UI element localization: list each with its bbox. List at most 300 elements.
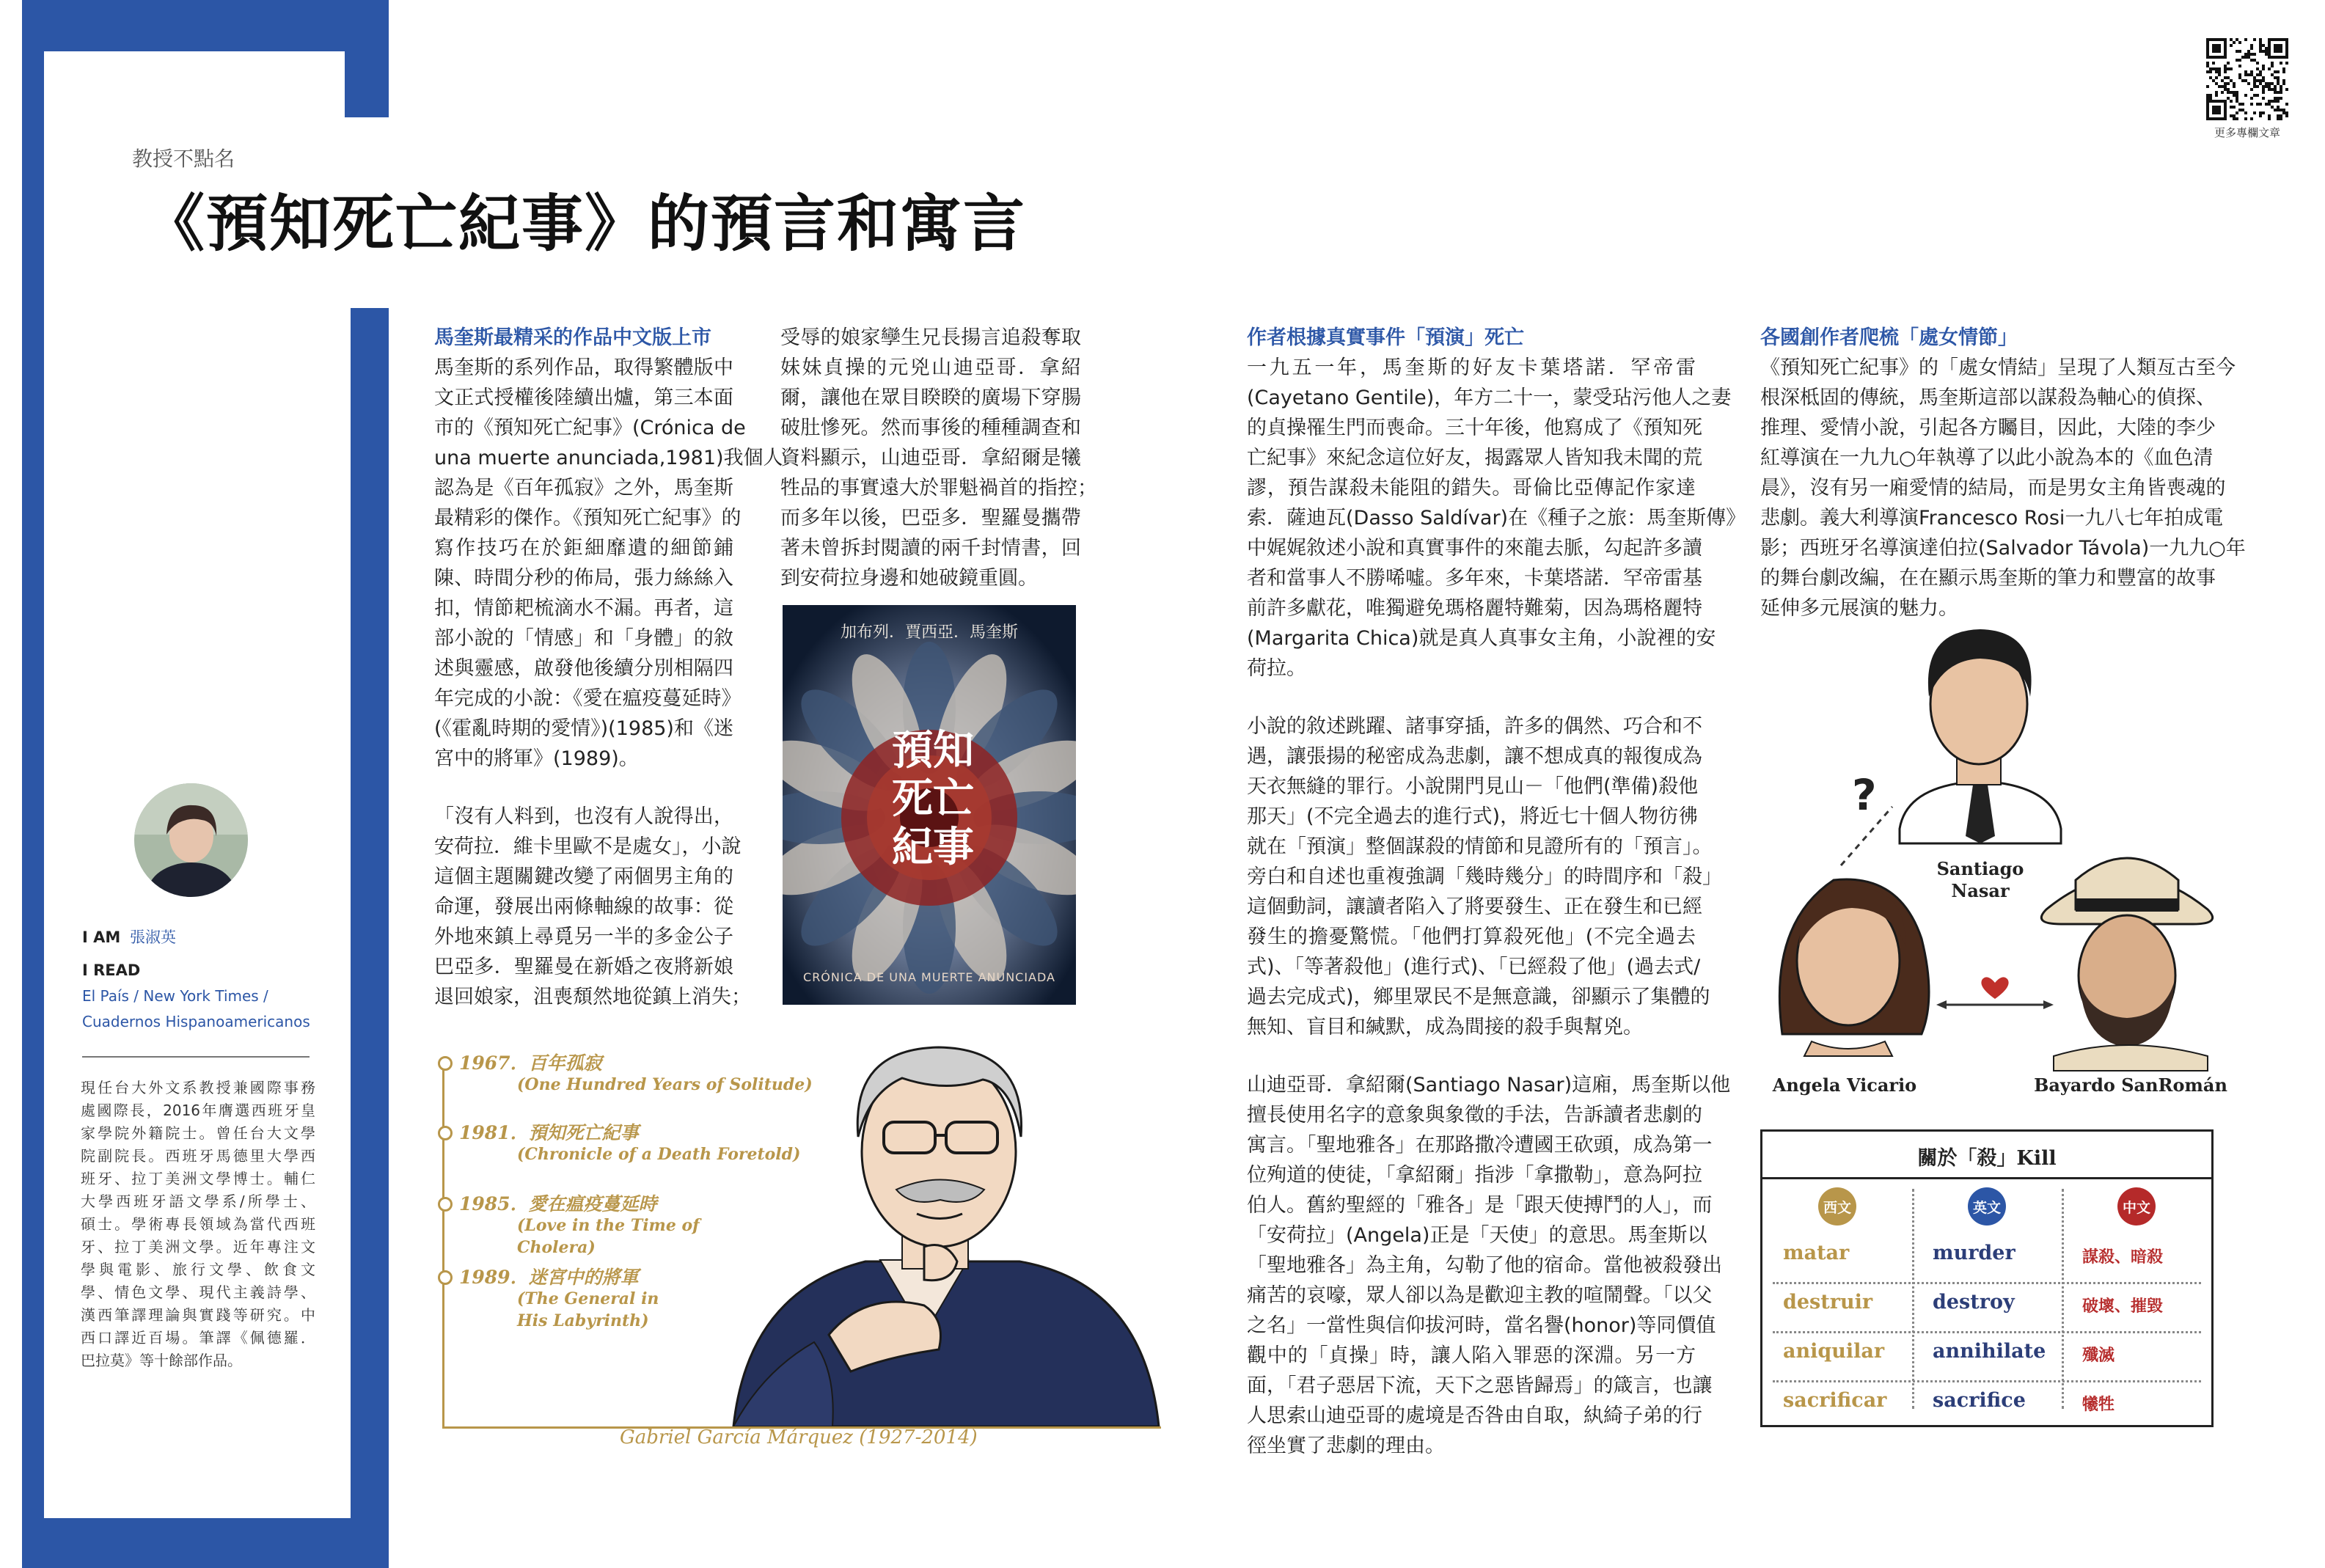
text-line: 位殉道的使徒，「拿紹爾」指涉「拿撒勒」，意為阿拉 xyxy=(1247,1164,1702,1187)
qr-module xyxy=(2259,114,2262,117)
qr-module xyxy=(2227,97,2230,100)
qr-module xyxy=(2280,85,2282,88)
kill-table-cell: destroy xyxy=(1933,1291,2015,1314)
text-line: 悲劇。義大利導演Francesco Rosi一九八七年拍成電 xyxy=(1760,507,2224,530)
page-title: 《預知死亡紀事》的預言和寓言 xyxy=(143,188,1027,260)
qr-module xyxy=(2215,94,2218,97)
i-am-line xyxy=(82,926,176,948)
qr-module xyxy=(2274,91,2277,94)
qr-module xyxy=(2256,94,2259,97)
column-3 xyxy=(1247,323,1746,1461)
kill-table-cell: annihilate xyxy=(1933,1340,2046,1363)
qr-module xyxy=(2236,117,2238,120)
santiago-label xyxy=(1918,858,2043,902)
qr-module xyxy=(2247,73,2250,76)
text-line: 外地來鎮上尋覓另一半的多金公子 xyxy=(434,926,733,948)
qr-module xyxy=(2236,100,2238,103)
text-line: 「安荷拉」(Angela)正是「天使」的意思。馬奎斯以 xyxy=(1247,1224,1707,1247)
qr-module xyxy=(2253,79,2256,82)
qr-module xyxy=(2250,44,2253,47)
text-line: 擅長使用名字的意象與象徵的手法，告訴讀者悲劇的 xyxy=(1247,1104,1702,1126)
qr-module xyxy=(2250,53,2253,56)
kill-table xyxy=(1760,1129,2214,1427)
col3-paragraph-3 xyxy=(1247,1070,1731,1461)
timeline-dot xyxy=(438,1197,453,1212)
kill-table-cell: matar xyxy=(1783,1242,1850,1264)
qr-module xyxy=(2274,109,2277,111)
kill-table-cell: sacrificar xyxy=(1783,1389,1887,1412)
i-read-line1: El País / New York Times / xyxy=(82,987,268,1005)
text-line: 文正式授權後陸續出爐，第三本面 xyxy=(434,386,733,409)
qr-module xyxy=(2259,38,2262,41)
col1-paragraph-2 xyxy=(434,802,751,1012)
timeline-dot xyxy=(438,1270,453,1285)
qr-module xyxy=(2259,70,2262,73)
column-4 xyxy=(1760,323,2246,623)
text-line: 荷拉。 xyxy=(1247,657,1306,680)
qr-code-graphic xyxy=(2206,38,2288,120)
text-line: 宮中的將軍》(1989)。 xyxy=(434,747,639,770)
bottom-bar xyxy=(22,1518,389,1568)
qr-module xyxy=(2209,76,2212,79)
book-cover-author: 加布列．賈西亞．馬奎斯 xyxy=(840,623,1018,642)
qr-module xyxy=(2209,67,2212,70)
qr-module xyxy=(2280,117,2282,120)
text-line: 這個主題關鍵改變了兩個男主角的 xyxy=(434,865,733,888)
bio-line: 碩士。學術專長領域為當代西班 xyxy=(81,1215,315,1233)
timeline-english: Cholera) xyxy=(517,1238,596,1257)
qr-module xyxy=(2277,97,2280,100)
qr-module xyxy=(2282,70,2285,73)
timeline-english: (One Hundred Years of Solitude) xyxy=(517,1075,813,1094)
text-line: 退回娘家，沮喪頹然地從鎮上消失； xyxy=(434,986,751,1008)
text-line: 牲品的事實遠大於罪魁禍首的指控； xyxy=(780,477,1097,499)
text-line: 最精彩的傑作。《預知死亡紀事》的 xyxy=(434,507,742,530)
qr-module xyxy=(2282,67,2285,70)
qr-module xyxy=(2236,91,2238,94)
text-line: 受辱的娘家孿生兄長揚言追殺奪取 xyxy=(780,326,1081,349)
qr-module xyxy=(2265,47,2268,50)
timeline-year: 1985．愛在瘟疫蔓延時 xyxy=(459,1193,657,1215)
qr-module xyxy=(2244,117,2247,120)
qr-module xyxy=(2236,94,2238,97)
text-line: 者和當事人不勝唏噓。多年來，卡葉塔諾．罕帝雷基 xyxy=(1247,567,1702,590)
qr-module xyxy=(2268,100,2271,103)
qr-module xyxy=(2224,82,2227,85)
kill-table-header-badge: 英文 xyxy=(1968,1187,2006,1226)
qr-module xyxy=(2265,82,2268,85)
kill-table-divider xyxy=(2062,1189,2064,1409)
marquez-illustration xyxy=(704,1027,1166,1426)
santiago-label-line-1: Santiago xyxy=(1936,858,2024,879)
text-line: 前許多獻花，唯獨避免瑪格麗特難菊，因為瑪格麗特 xyxy=(1247,597,1702,620)
text-line: 根深柢固的傳統，馬奎斯這部以謀殺為軸心的偵探、 xyxy=(1760,386,2216,409)
kicker: 教授不點名 xyxy=(132,147,235,171)
qr-module xyxy=(2282,79,2285,82)
qr-module xyxy=(2262,79,2265,82)
qr-module xyxy=(2230,67,2233,70)
timeline-year: 1989．迷宮中的將軍 xyxy=(459,1267,639,1288)
author-bio xyxy=(81,1077,315,1372)
section-title-3: 作者根據真實事件「預演」死亡 xyxy=(1247,326,1524,349)
qr-module xyxy=(2230,106,2233,109)
qr-module xyxy=(2285,103,2288,106)
qr-module xyxy=(2233,106,2236,109)
qr-module xyxy=(2282,111,2285,114)
qr-module xyxy=(2233,91,2236,94)
qr-module xyxy=(2262,88,2265,91)
qr-module xyxy=(2285,88,2288,91)
qr-module xyxy=(2238,59,2241,62)
text-line: 遇，讓張揚的秘密成為悲劇，讓不想成真的報復成為 xyxy=(1247,745,1702,768)
timeline-year: 1967．百年孤寂 xyxy=(459,1052,602,1074)
qr-module xyxy=(2230,79,2233,82)
qr-module xyxy=(2230,44,2233,47)
qr-module xyxy=(2268,88,2271,91)
qr-module xyxy=(2238,50,2241,53)
qr-caption: 更多專欄文章 xyxy=(2214,126,2280,139)
qr-module xyxy=(2274,85,2277,88)
qr-module xyxy=(2262,97,2265,100)
qr-module xyxy=(2274,88,2277,91)
qr-module xyxy=(2280,114,2282,117)
qr-module xyxy=(2268,117,2271,120)
book-cover-bottom-text: CRÓNICA DE UNA MUERTE ANUNCIADA xyxy=(803,970,1055,984)
qr-module xyxy=(2282,82,2285,85)
qr-module xyxy=(2206,70,2209,73)
qr-module xyxy=(2215,82,2218,85)
qr-module xyxy=(2280,88,2282,91)
qr-module xyxy=(2244,111,2247,114)
qr-module xyxy=(2244,70,2247,73)
left-frame-bar xyxy=(22,0,44,1568)
i-am-label: I AM xyxy=(82,928,121,946)
qr-module xyxy=(2209,97,2212,100)
text-line: 著未曾拆封閱讀的兩千封情書，回 xyxy=(780,537,1081,560)
qr-module xyxy=(2247,50,2250,53)
qr-module xyxy=(2221,79,2224,82)
qr-module xyxy=(2212,44,2221,53)
kill-table-row-divider xyxy=(1773,1380,2201,1382)
qr-module xyxy=(2244,38,2247,41)
qr-module xyxy=(2271,82,2274,85)
qr-module xyxy=(2236,38,2238,41)
text-line: 述與靈感，啟發他後續分別相隔四 xyxy=(434,657,733,680)
qr-module xyxy=(2253,85,2256,88)
qr-module xyxy=(2277,70,2280,73)
qr-module xyxy=(2265,103,2268,106)
qr-module xyxy=(2262,44,2265,47)
qr-module xyxy=(2244,53,2247,56)
col4-paragraph-1 xyxy=(1760,353,2246,623)
qr-module xyxy=(2233,94,2236,97)
text-line: 安荷拉．維卡里歐不是處女」，小說 xyxy=(434,835,742,858)
text-line: 妹妹貞操的元兇山迪亞哥．拿紹 xyxy=(780,356,1081,379)
qr-module xyxy=(2280,62,2282,65)
qr-module xyxy=(2250,73,2253,76)
qr-module xyxy=(2253,76,2256,79)
qr-module xyxy=(2215,67,2218,70)
qr-module xyxy=(2218,85,2221,88)
qr-module xyxy=(2256,103,2259,106)
qr-module xyxy=(2221,85,2224,88)
qr-module xyxy=(2233,41,2236,44)
qr-module xyxy=(2250,117,2253,120)
text-line: 爾，讓他在眾目睽睽的廣場下穿腸 xyxy=(780,386,1081,409)
text-line: 發生的擔憂驚慌。「他們打算殺死他」(不完全過去 xyxy=(1247,926,1696,948)
qr-module xyxy=(2224,88,2227,91)
qr-module xyxy=(2271,62,2274,65)
qr-module xyxy=(2256,67,2259,70)
avatar xyxy=(134,783,248,897)
col2-paragraph-1 xyxy=(780,323,1097,593)
kill-table-row-divider xyxy=(1773,1331,2201,1333)
bio-line: 學、情色文學、現代主義詩學、 xyxy=(81,1283,315,1301)
kill-table-cell: sacrifice xyxy=(1933,1389,2026,1412)
qr-module xyxy=(2233,114,2236,117)
qr-module xyxy=(2265,85,2268,88)
text-line: 謬，預告謀殺未能阻的錯失。哥倫比亞傳記作家達 xyxy=(1247,477,1696,499)
qr-module xyxy=(2241,56,2244,59)
qr-module xyxy=(2256,79,2259,82)
qr-module xyxy=(2206,94,2209,97)
qr-module xyxy=(2285,62,2288,65)
qr-module xyxy=(2253,82,2256,85)
timeline-year: 1981．預知死亡紀事 xyxy=(459,1122,639,1143)
qr-module xyxy=(2238,103,2241,106)
col3-paragraph-2 xyxy=(1247,711,1722,1042)
kill-table-header-badge: 中文 xyxy=(2117,1187,2156,1226)
text-line: 那天」(不完全過去的進行式)，將近七十個人物彷彿 xyxy=(1247,805,1699,828)
qr-module xyxy=(2241,103,2244,106)
question-mark: ? xyxy=(1852,770,1877,820)
kill-table-row-divider xyxy=(1773,1282,2201,1284)
text-line: 徑坐實了悲劇的理由。 xyxy=(1247,1435,1445,1457)
kill-table-header-badge: 西文 xyxy=(1818,1187,1856,1226)
qr-module xyxy=(2227,62,2230,65)
text-line: 命運，發展出兩條軸線的故事：從 xyxy=(434,895,733,918)
qr-module xyxy=(2241,109,2244,111)
qr-module xyxy=(2259,50,2262,53)
kill-table-cell: murder xyxy=(1933,1242,2015,1264)
marquez-caption: Gabriel García Márquez (1927-2014) xyxy=(620,1426,978,1448)
qr-module xyxy=(2233,117,2236,120)
qr-module xyxy=(2209,70,2212,73)
avatar-illustration xyxy=(134,783,248,897)
text-line: 「沒有人料到，也沒有人說得出， xyxy=(434,805,733,828)
col1-paragraph-1 xyxy=(434,353,783,774)
book-title-line-3: 紀事 xyxy=(892,823,974,871)
text-line: 面，「君子惡居下流，天下之惡皆歸焉」的箴言，也讓 xyxy=(1247,1374,1713,1397)
qr-module xyxy=(2259,111,2262,114)
qr-module xyxy=(2230,38,2233,41)
text-line: 這個動詞，讓讀者陷入了將要發生、正在發生和已經 xyxy=(1247,895,1702,918)
text-line: 式)、「等著殺他」(進行式)、「已經殺了他」(過去式/ xyxy=(1247,956,1701,978)
qr-module xyxy=(2233,82,2236,85)
qr-module xyxy=(2224,85,2227,88)
angela-label: Angela Vicario xyxy=(1772,1074,1917,1096)
column-2 xyxy=(780,323,1097,593)
kill-table-cell: 破壞、摧毀 xyxy=(2082,1297,2164,1316)
text-line: 中娓娓敘述小說和真實事件的來龍去脈，勾起許多讀 xyxy=(1247,537,1702,560)
qr-module xyxy=(2233,85,2236,88)
qr-module xyxy=(2218,73,2221,76)
bio-line: 巴拉莫》等十餘部作品。 xyxy=(81,1352,242,1369)
timeline-dot xyxy=(438,1126,453,1140)
text-line: 紅導演在一九九○年執導了以此小說為本的《血色清 xyxy=(1760,447,2214,469)
column-1 xyxy=(434,323,783,1012)
qr-module xyxy=(2215,76,2218,79)
text-line: 年完成的小說：《愛在瘟疫蔓延時》 xyxy=(434,687,742,710)
qr-module xyxy=(2274,76,2277,79)
qr-module xyxy=(2280,97,2282,100)
text-line: 部小說的「情感」和「身體」的敘 xyxy=(434,627,733,650)
qr-module xyxy=(2274,97,2277,100)
qr-module xyxy=(2268,85,2271,88)
qr-module xyxy=(2230,100,2233,103)
qr-module xyxy=(2236,111,2238,114)
qr-module xyxy=(2215,70,2218,73)
qr-module xyxy=(2238,76,2241,79)
qr-module xyxy=(2259,82,2262,85)
qr-module xyxy=(2262,67,2265,70)
qr-module xyxy=(2256,62,2259,65)
qr-module xyxy=(2277,91,2280,94)
qr-module xyxy=(2262,91,2265,94)
qr-module xyxy=(2218,67,2221,70)
text-line: 的貞操罹生門而喪命。三十年後，他寫成了《預知死 xyxy=(1247,417,1702,439)
qr-module xyxy=(2224,70,2227,73)
qr-module xyxy=(2277,114,2280,117)
qr-module xyxy=(2277,82,2280,85)
bio-line: 處國際長，2016年膺選西班牙皇 xyxy=(81,1102,315,1119)
qr-module xyxy=(2277,76,2280,79)
qr-module xyxy=(2221,91,2224,94)
qr-module xyxy=(2271,65,2274,67)
text-line: 一九五一年，馬奎斯的好友卡葉塔諾．罕帝雷 xyxy=(1247,356,1696,379)
bio-line: 學與電影、旅行文學、飲食文 xyxy=(81,1261,315,1278)
qr-module xyxy=(2250,103,2253,106)
kill-table-cell: aniquilar xyxy=(1783,1340,1885,1363)
timeline-english: (The General in xyxy=(517,1289,659,1308)
qr-module xyxy=(2262,65,2265,67)
i-read-label: I READ xyxy=(82,961,141,979)
qr-module xyxy=(2262,85,2265,88)
text-line: 觀中的「貞操」時，讓人陷入罪惡的深淵。另一方 xyxy=(1247,1344,1696,1367)
qr-module xyxy=(2271,100,2274,103)
bio-line: 班牙、拉丁美洲文學博士。輔仁 xyxy=(81,1170,315,1187)
qr-module xyxy=(2244,94,2247,97)
section-title-4: 各國創作者爬梳「處女情節」 xyxy=(1760,326,2018,349)
qr-module xyxy=(2212,106,2221,114)
kill-table-cell: 殲滅 xyxy=(2082,1346,2115,1365)
bayardo-label: Bayardo SanRomán xyxy=(2034,1074,2227,1096)
qr-module xyxy=(2236,97,2238,100)
qr-module xyxy=(2227,91,2230,94)
text-line: 巴亞多．聖羅曼在新婚之夜將新娘 xyxy=(434,956,733,978)
qr-module xyxy=(2282,109,2285,111)
qr-module xyxy=(2247,82,2250,85)
qr-module xyxy=(2224,67,2227,70)
qr-module xyxy=(2238,65,2241,67)
qr-module xyxy=(2241,79,2244,82)
kill-table-cell: destruir xyxy=(1783,1291,1873,1314)
qr-module xyxy=(2206,65,2209,67)
text-line: 而多年以後，巴亞多．聖羅曼攜帶 xyxy=(780,507,1081,530)
i-read-line2: Cuadernos Hispanoamericanos xyxy=(82,1013,310,1030)
qr-module xyxy=(2274,70,2277,73)
qr-module xyxy=(2268,67,2271,70)
qr-module xyxy=(2212,67,2215,70)
qr-module xyxy=(2271,88,2274,91)
qr-module xyxy=(2277,117,2280,120)
timeline-english: (Chronicle of a Death Foretold) xyxy=(517,1145,801,1164)
qr-module xyxy=(2259,103,2262,106)
qr-module xyxy=(2253,94,2256,97)
qr-module xyxy=(2230,114,2233,117)
text-line: 旁白和自述也重複強調「幾時幾分」的時間序和「殺」 xyxy=(1247,865,1722,888)
text-line: una muerte anunciada,1981)我個人 xyxy=(434,447,783,469)
text-line: 陳、時間分秒的佈局，張力絲絲入 xyxy=(434,567,733,590)
santiago-label-line-2: Nasar xyxy=(1951,880,2010,901)
characters-illustration xyxy=(1738,616,2237,1100)
text-line: 寓言。「聖地雅各」在那路撒冷遭國王砍頭，成為第一 xyxy=(1247,1134,1713,1157)
kill-table-cell: 犧牲 xyxy=(2082,1395,2115,1414)
qr-module xyxy=(2271,73,2274,76)
text-line: 破肚慘死。然而事後的種種調查和 xyxy=(780,417,1081,439)
text-line: (《霍亂時期的愛情》)(1985)和《迷 xyxy=(434,717,733,740)
text-line: 寫作技巧在於鉅細靡遺的細節鋪 xyxy=(434,537,733,560)
qr-module xyxy=(2238,109,2241,111)
qr-module xyxy=(2277,79,2280,82)
kill-table-title: 關於「殺」Kill xyxy=(1917,1147,2057,1170)
text-line: 到安荷拉身邊和她破鏡重圓。 xyxy=(780,567,1038,590)
qr-module xyxy=(2277,109,2280,111)
qr-module xyxy=(2265,50,2268,53)
qr-module xyxy=(2244,73,2247,76)
top-left-bar-2 xyxy=(345,0,389,117)
author-name: 張淑英 xyxy=(129,928,176,946)
section-title-1: 馬奎斯最精采的作品中文版上市 xyxy=(434,326,711,349)
text-line: 山迪亞哥．拿紹爾(Santiago Nasar)這廂，馬奎斯以他 xyxy=(1247,1074,1731,1096)
timeline-english: His Labyrinth) xyxy=(517,1311,649,1330)
qr-module xyxy=(2250,59,2253,62)
qr-module xyxy=(2271,106,2274,109)
text-line: (Cayetano Gentile)，年方二十一，蒙受玷污他人之妻 xyxy=(1247,386,1732,409)
qr-module xyxy=(2253,59,2256,62)
sidebar-right-bar xyxy=(351,308,389,1568)
qr-module xyxy=(2259,79,2262,82)
qr-module xyxy=(2236,50,2238,53)
bio-line: 大學西班牙語文學系/所學士、 xyxy=(81,1193,315,1210)
qr-module xyxy=(2277,100,2280,103)
qr-module xyxy=(2206,97,2209,100)
text-line: 痛苦的哀嚎，眾人卻以為是歡迎主教的喧鬧聲。「以父 xyxy=(1247,1284,1713,1307)
qr-module xyxy=(2224,76,2227,79)
text-line: 人思索山迪亞哥的處境是否咎由自取，紈綺子弟的行 xyxy=(1247,1404,1702,1427)
qr-module xyxy=(2206,62,2209,65)
qr-module xyxy=(2238,73,2241,76)
qr-module xyxy=(2280,91,2282,94)
text-line: 推理、愛情小說，引起各方矚目，因此，大陸的李少 xyxy=(1760,417,2216,439)
qr-module xyxy=(2277,106,2280,109)
qr-module xyxy=(2268,103,2271,106)
top-left-bar xyxy=(22,0,381,51)
qr-module xyxy=(2259,44,2262,47)
bio-line: 漢西筆譯理論與實踐等研究。中 xyxy=(81,1306,315,1324)
qr-code[interactable] xyxy=(2206,38,2288,120)
qr-module xyxy=(2244,56,2247,59)
